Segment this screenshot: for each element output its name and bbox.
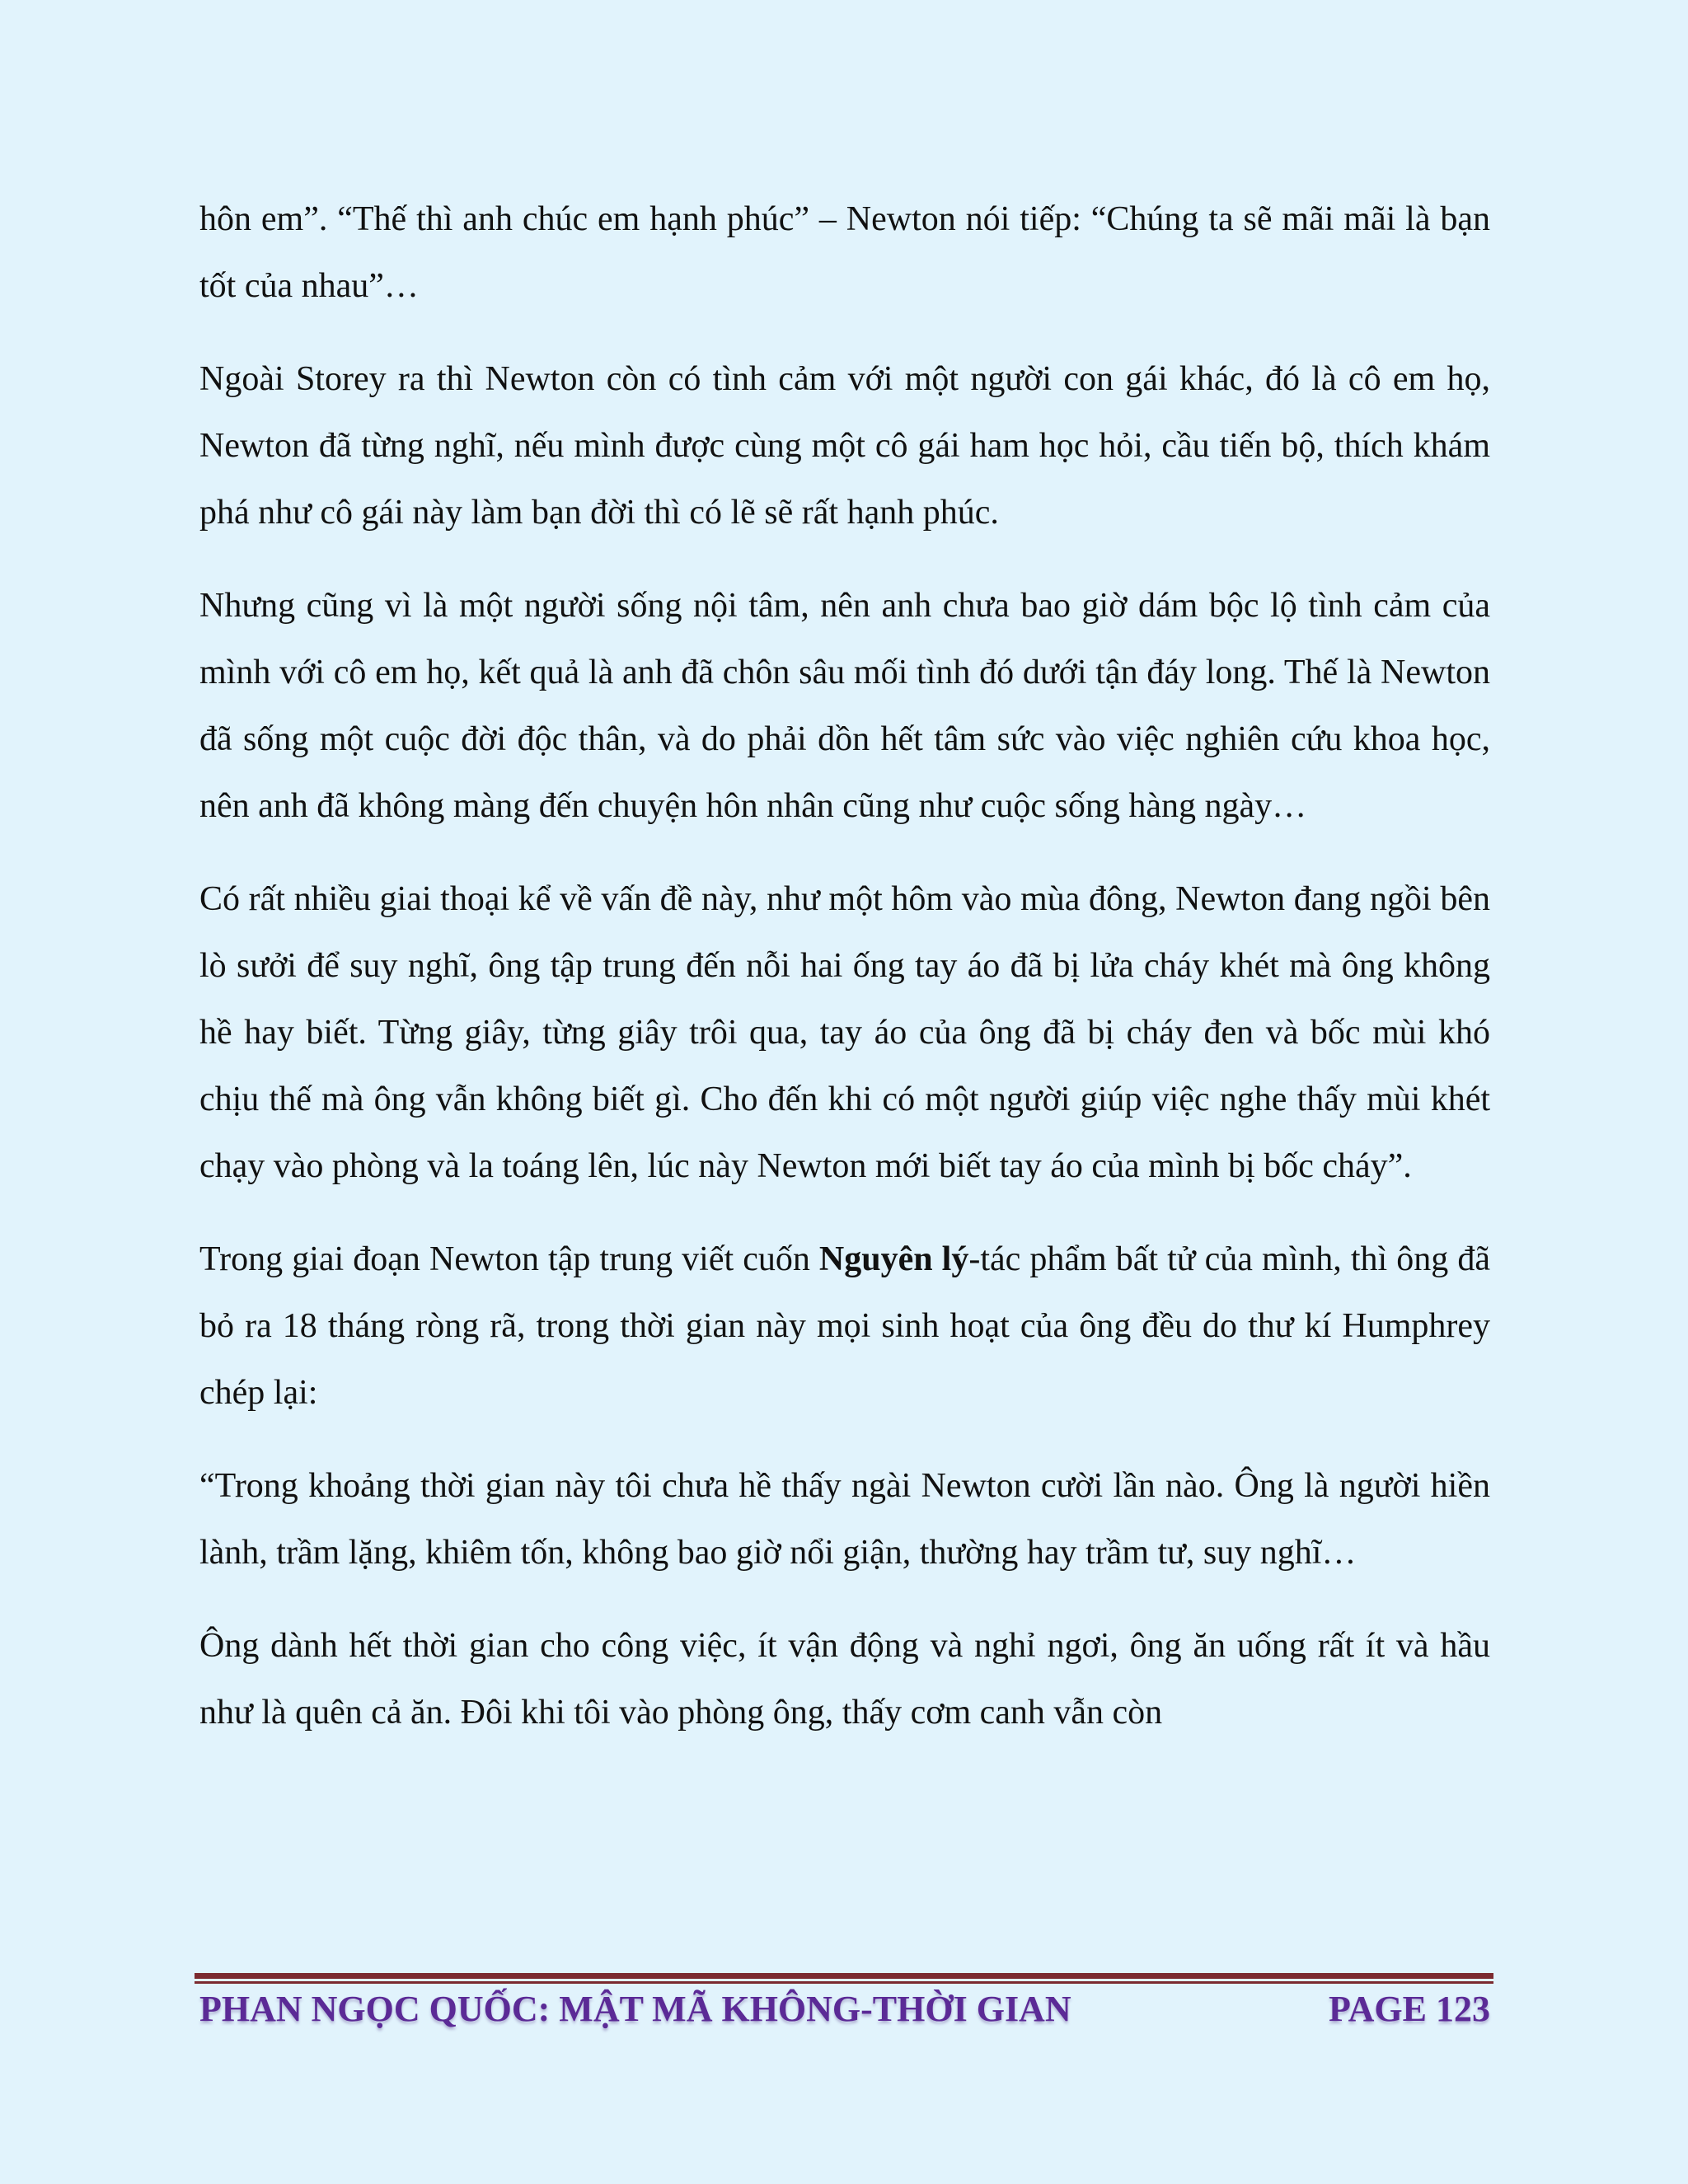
paragraph-7: Ông dành hết thời gian cho công việc, ít vận động và nghỉ ngơi, ông ăn uống rất ít và hầu như là quên cả ăn. Đôi khi tôi vào phòng ông, thấy cơm canh vẫn còn <box>199 1627 1490 1732</box>
paragraph-3: Nhưng cũng vì là một người sống nội tâm, nên anh chưa bao giờ dám bộc lộ tình cảm của mình với cô em họ, kết quả là anh đã chôn sâu mối tình đó dưới tận đáy long. Thế là Newton đã sống một cuộc đời độc thân, và do phải dồn hết tâm sức vào việc nghiên cứu khoa học, nên anh đã không màng đến chuyện hôn nhân cũng như cuộc sống hàng ngày… <box>199 587 1490 825</box>
paragraph-5-before: Trong giai đoạn Newton tập trung viết cuốn <box>199 1240 819 1278</box>
page-number: PAGE 123 <box>1329 1989 1490 2029</box>
paragraph-1: hôn em”. “Thế thì anh chúc em hạnh phúc” – Newton nói tiếp: “Chúng ta sẽ mãi mãi là bạn tốt của nhau”… <box>199 200 1490 305</box>
paragraph-2: Ngoài Storey ra thì Newton còn có tình cảm với một người con gái khác, đó là cô em họ, Newton đã từng nghĩ, nếu mình được cùng một cô gái ham học hỏi, cầu tiến bộ, thích khám phá như cô gái này làm bạn đời thì có lẽ sẽ rất hạnh phúc. <box>199 360 1490 532</box>
body-text <box>199 186 1490 1773</box>
paragraph-5-after: -tác phẩm bất tử của mình, thì ông đã bỏ ra 18 tháng ròng rã, trong thời gian này mọi sinh hoạt của ông đều do thư kí Humphrey chép lại: <box>199 1240 1490 1412</box>
footer-book-title: PHAN NGỌC QUỐC: MẬT MÃ KHÔNG-THỜI GIAN <box>199 1989 1071 2029</box>
footer-divider-thin <box>195 1981 1493 1984</box>
paragraph-5 <box>199 1226 1490 1427</box>
footer-divider-thick <box>195 1973 1493 1979</box>
book-title-bold: Nguyên lý <box>818 1240 969 1278</box>
paragraph-6: “Trong khoảng thời gian này tôi chưa hề thấy ngài Newton cười lần nào. Ông là người hiền lành, trầm lặng, khiêm tốn, không bao giờ nổi giận, thường hay trầm tư, suy nghĩ… <box>199 1467 1490 1572</box>
page-footer <box>199 1988 1490 2037</box>
paragraph-4: Có rất nhiều giai thoại kể về vấn đề này, như một hôm vào mùa đông, Newton đang ngồi bên lò sưởi để suy nghĩ, ông tập trung đến nỗi hai ống tay áo đã bị lửa cháy khét mà ông không hề hay biết. Từng giây, từng giây trôi qua, tay áo của ông đã bị cháy đen và bốc mùi khó chịu thế mà ông vẫn không biết gì. Cho đến khi có một người giúp việc nghe thấy mùi khét chạy vào phòng và la toáng lên, lúc này Newton mới biết tay áo của mình bị bốc cháy”. <box>199 880 1490 1185</box>
